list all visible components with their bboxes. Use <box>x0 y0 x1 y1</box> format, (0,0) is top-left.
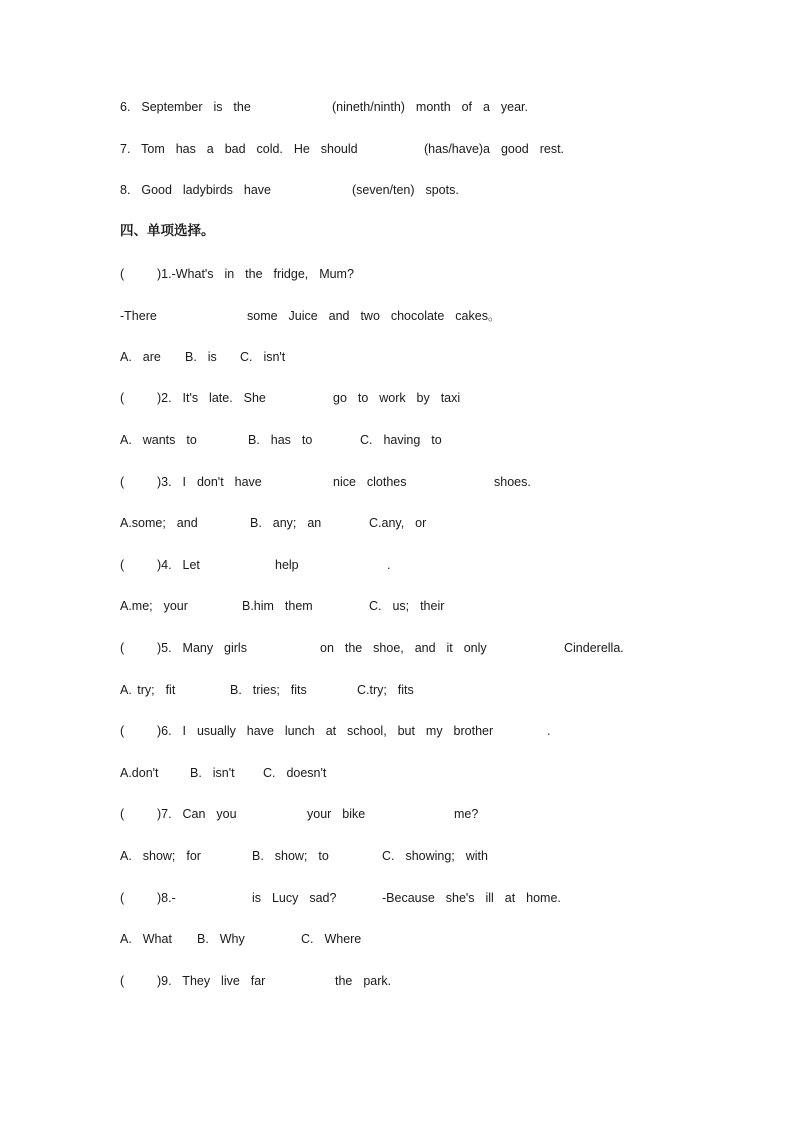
question-1-option-c: C. isn't <box>240 350 286 364</box>
question-3-text-start: ( )3. I don't have <box>120 475 262 489</box>
question-3-option-a: A.some; and <box>120 516 198 530</box>
question-4-text-mid: help <box>275 558 299 572</box>
question-5-option-b: B. tries; fits <box>230 683 307 697</box>
fill-in-line-8 <box>0 182 459 230</box>
fill-in-8-prompt: 8. Good ladybirds have <box>120 183 271 197</box>
question-4-text-start: ( )4. Let <box>120 558 200 572</box>
question-7-text-start: ( )7. Can you <box>120 807 237 821</box>
question-5-option-c: C.try; fits <box>357 683 414 697</box>
question-5-text-mid: on the shoe, and it only <box>320 641 487 655</box>
question-1-text: ( )1.-What's in the fridge, Mum? <box>120 267 354 281</box>
question-2-option-b: B. has to <box>248 433 313 447</box>
question-8-text-mid: is Lucy sad? <box>252 891 337 905</box>
question-8-option-a: A. What <box>120 932 172 946</box>
question-1 <box>0 266 354 298</box>
question-2-text-end: go to work by taxi <box>333 391 461 405</box>
question-6 <box>0 723 551 771</box>
question-1-answer-start: -There <box>120 309 157 323</box>
question-2-text-start: ( )2. It's late. She <box>120 391 266 405</box>
question-6-option-c: C. doesn't <box>263 766 327 780</box>
question-8-text-end: -Because she's ill at home. <box>382 891 561 905</box>
question-9-text-start: ( )9. They live far <box>120 974 266 988</box>
fill-in-8-choices: (seven/ten) spots. <box>352 183 459 197</box>
question-6-text-end: . <box>547 724 551 738</box>
question-1-option-a: A. are <box>120 350 161 364</box>
question-6-option-b: B. isn't <box>190 766 235 780</box>
question-7-option-c: C. showing; with <box>382 849 488 863</box>
section-heading: 四、单项选择。 <box>120 223 215 239</box>
question-7-option-a: A. show; for <box>120 849 201 863</box>
fill-in-7-prompt: 7. Tom has a bad cold. He should <box>120 142 358 156</box>
question-1-option-b: B. is <box>185 350 217 364</box>
question-5-option-a: A. try; fit <box>120 683 176 697</box>
question-4-option-b: B.him them <box>242 599 313 613</box>
question-2-option-c: C. having to <box>360 433 442 447</box>
fill-in-7-choices: (has/have)a good rest. <box>424 142 565 156</box>
question-8-text-start: ( )8.- <box>120 891 176 905</box>
question-5-text-end: Cinderella. <box>564 641 624 655</box>
question-9-text-end: the park. <box>335 974 392 988</box>
question-7-option-b: B. show; to <box>252 849 329 863</box>
fill-in-6-prompt: 6. September is the <box>120 100 251 114</box>
question-2 <box>0 390 461 438</box>
question-3-option-b: B. any; an <box>250 516 322 530</box>
question-4-option-a: A.me; your <box>120 599 188 613</box>
question-9 <box>0 973 392 1021</box>
question-8-option-c: C. Where <box>301 932 362 946</box>
question-8-option-b: B. Why <box>197 932 245 946</box>
question-3-text-end: shoes. <box>494 475 531 489</box>
question-4-option-c: C. us; their <box>369 599 445 613</box>
question-5-text-start: ( )5. Many girls <box>120 641 247 655</box>
question-4-text-end: . <box>387 558 391 572</box>
question-1-answer-end: some Juice and two chocolate cakes。 <box>247 309 501 323</box>
question-3-text-mid: nice clothes <box>333 475 407 489</box>
question-6-option-a: A.don't <box>120 766 159 780</box>
fill-in-6-choices: (nineth/ninth) month of a year. <box>332 100 528 114</box>
fill-in-line-6 <box>0 99 528 147</box>
question-7-text-mid: your bike <box>307 807 366 821</box>
question-6-text-start: ( )6. I usually have lunch at school, but my brother <box>120 724 494 738</box>
question-7-text-end: me? <box>454 807 479 821</box>
question-3-option-c: C.any, or <box>369 516 427 530</box>
question-2-option-a: A. wants to <box>120 433 197 447</box>
